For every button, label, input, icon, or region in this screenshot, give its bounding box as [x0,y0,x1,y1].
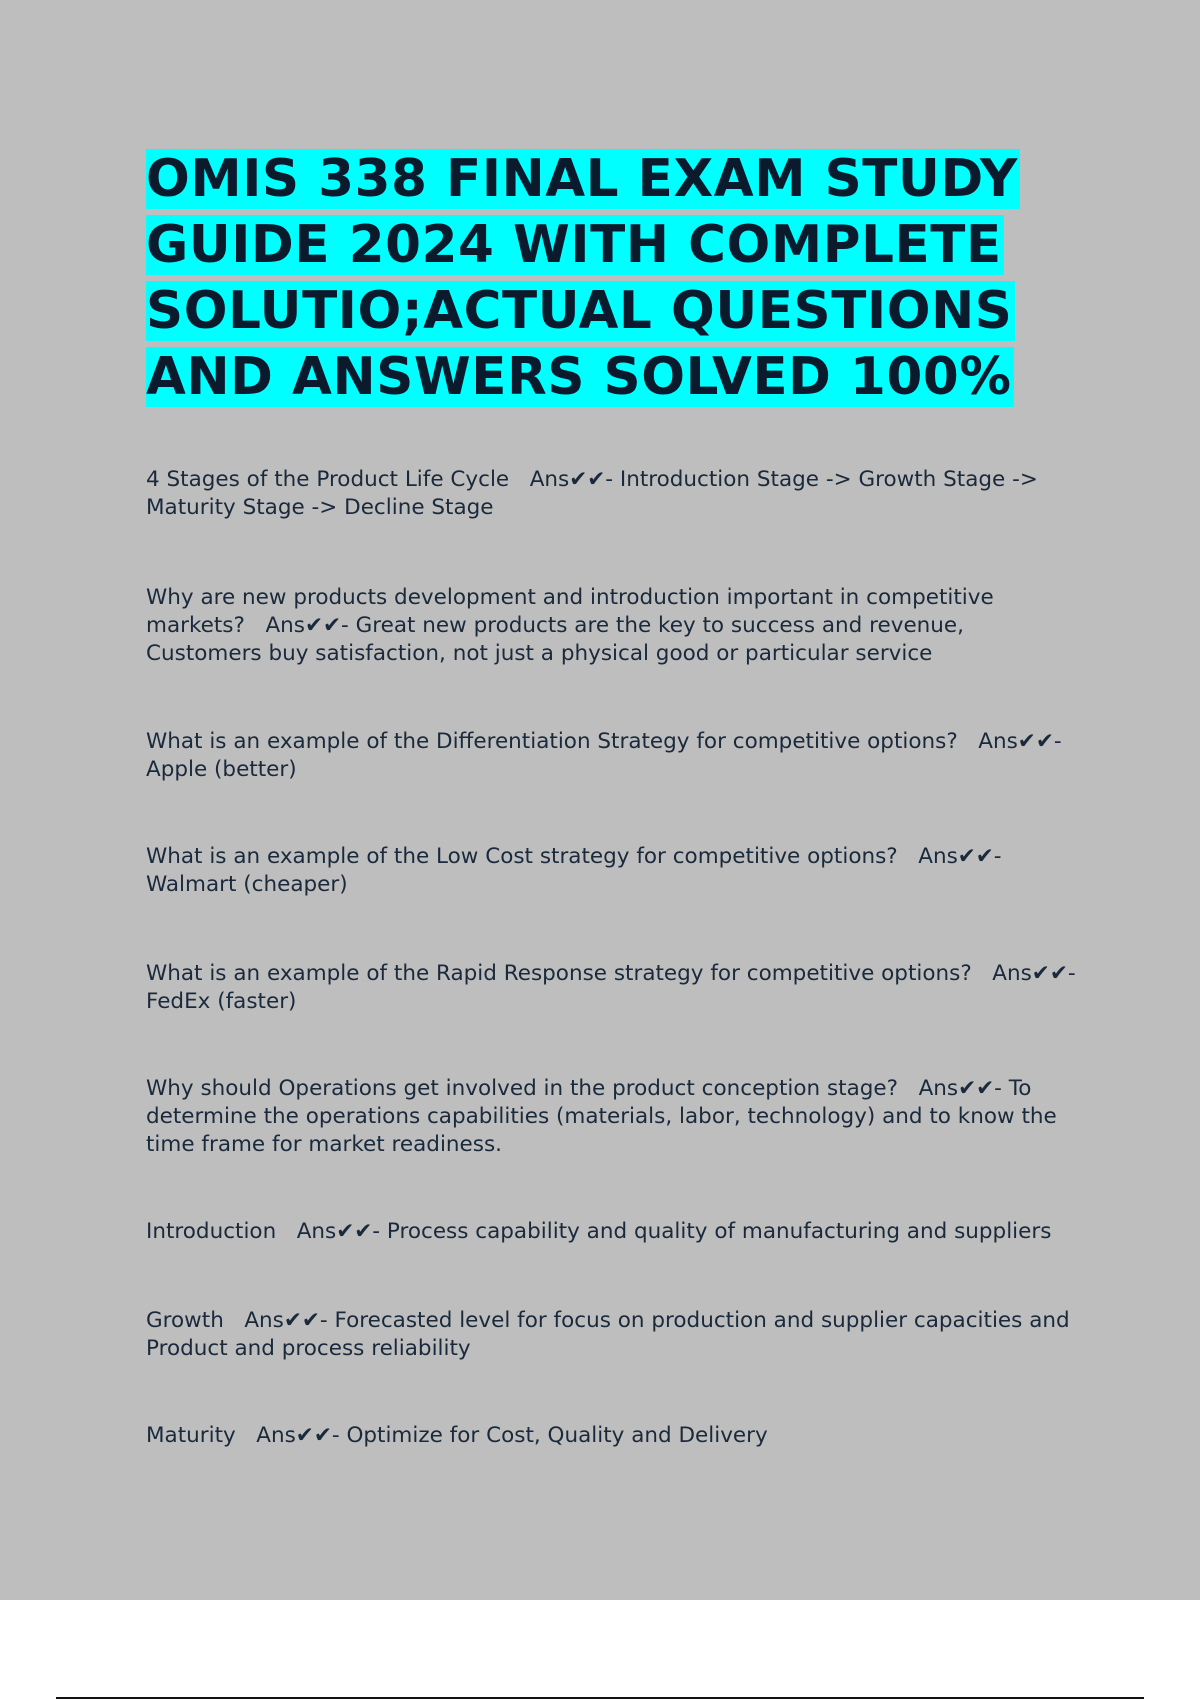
qa-item-3 [146,728,1086,784]
qa-item-8 [146,1307,1086,1363]
qa-item-6 [146,1075,1086,1159]
question-text: Why are new products development and introduction important in competitive markets? [146,585,994,638]
question-text: Introduction [146,1219,277,1244]
answer-marker: Ans✔✔- [244,1308,328,1333]
qa-item-7 [146,1218,1086,1246]
answer-marker: Ans✔✔- [265,613,349,638]
answer-text: FedEx (faster) [146,989,297,1014]
title-line-4: AND ANSWERS SOLVED 100% [146,347,1012,407]
answer-text: Introduction Stage -> Growth Stage -> Maturity Stage -> Decline Stage [146,467,1038,520]
footer-divider [56,1697,1144,1699]
answer-text: Walmart (cheaper) [146,872,348,897]
question-text: What is an example of the Rapid Response strategy for competitive options? [146,961,972,986]
qa-item-1 [146,466,1086,522]
answer-marker: Ans✔✔- [918,1076,1002,1101]
answer-marker: Ans✔✔- [296,1219,381,1244]
question-text: 4 Stages of the Product Life Cycle [146,467,510,492]
qa-item-9 [146,1422,1086,1450]
answer-marker: Ans✔✔- [256,1423,340,1448]
qa-item-5 [146,960,1086,1016]
answer-text: Great new products are the key to success and revenue, Customers buy satisfaction, not just a physical good or particular service [146,613,964,666]
qa-item-2 [146,584,1086,668]
question-text: Maturity [146,1423,236,1448]
answer-text: To determine the operations capabilities (materials, labor, technology) and to know the time frame for market readiness. [146,1076,1057,1157]
title-line-3: SOLUTIO;ACTUAL QUESTIONS [146,281,1013,341]
answer-text: Optimize for Cost, Quality and Delivery [346,1423,768,1448]
title-line-1: OMIS 338 FINAL EXAM STUDY [146,149,1018,209]
answer-text: Process capability and quality of manufacturing and suppliers [386,1219,1052,1244]
answer-text: Apple (better) [146,757,297,782]
answer-marker: Ans✔✔- [992,961,1076,986]
answer-marker: Ans✔✔- [978,729,1062,754]
title-line-2: GUIDE 2024 WITH COMPLETE [146,215,1002,275]
question-text: Why should Operations get involved in the product conception stage? [146,1076,899,1101]
answer-marker: Ans✔✔- [918,844,1002,869]
question-text: What is an example of the Low Cost strategy for competitive options? [146,844,898,869]
question-text: What is an example of the Differentiation Strategy for competitive options? [146,729,958,754]
answer-marker: Ans✔✔- [529,467,614,492]
document-title [146,146,1046,410]
qa-item-4 [146,843,1086,899]
answer-text: Forecasted level for focus on production and supplier capacities and Product and process reliability [146,1308,1070,1361]
question-text: Growth [146,1308,224,1333]
